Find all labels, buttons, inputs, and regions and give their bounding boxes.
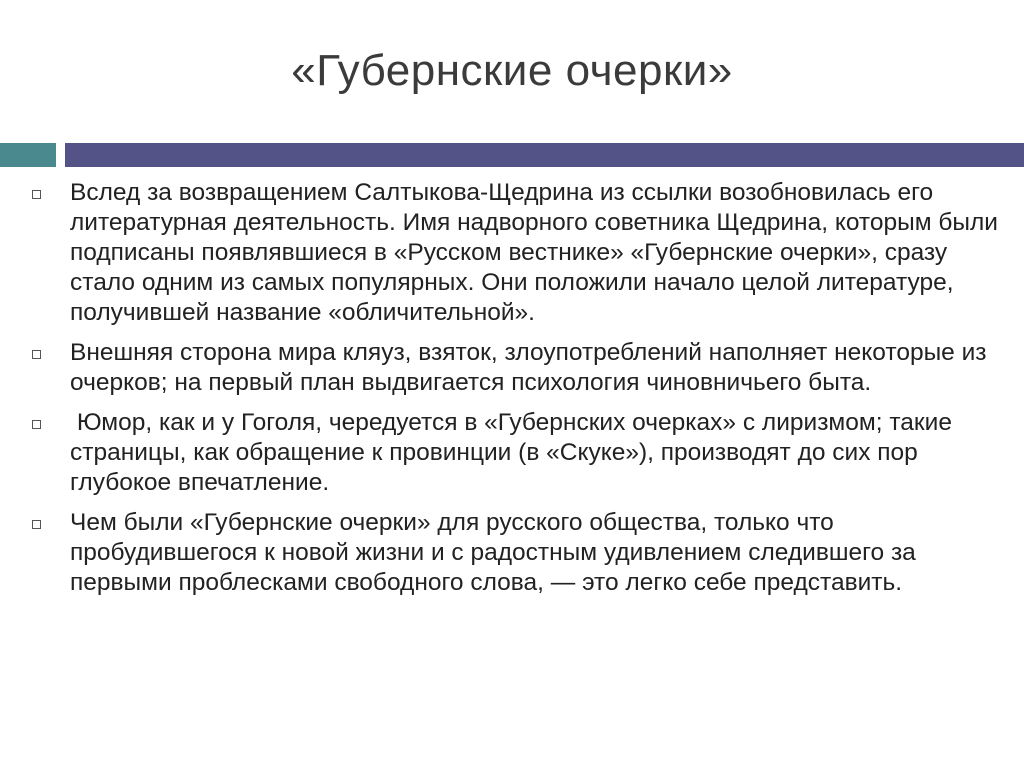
title-divider-accent-left xyxy=(0,143,56,167)
hollow-square-bullet-icon xyxy=(32,420,41,429)
title-divider-bar-right xyxy=(65,143,1024,167)
slide-title: «Губернские очерки» xyxy=(291,46,733,95)
bullet-list xyxy=(30,178,1005,608)
bullet-item-3 xyxy=(30,408,1005,498)
bullet-item-4 xyxy=(30,508,1005,598)
bullet-text-4: Чем были «Губернские очерки» для русского общества, только что пробудившегося к новой жизни и с радостным удивлением следившего за первыми проблесками свободного слова, — это легко себе представить. xyxy=(70,509,916,596)
hollow-square-bullet-icon xyxy=(32,190,41,199)
bullet-text-3: Юмор, как и у Гоголя, чередуется в «Губернских очерках» с лиризмом; такие страницы, как обращение к провинции (в «Скуке»), производят до сих пор глубокое впечатление. xyxy=(70,409,959,496)
bullet-text-1: Вслед за возвращением Салтыкова-Щедрина из ссылки возобновилась его литературная деятельность. Имя надворного советника Щедрина, которым были подписаны появлявшиеся в «Русском вестнике» «Губернские очерки», сразу стало одним из самых популярных. Они положили начало целой литературе, получившей название «обличительной». xyxy=(70,179,998,326)
hollow-square-bullet-icon xyxy=(32,350,41,359)
bullet-item-1 xyxy=(30,178,1005,328)
bullet-item-2 xyxy=(30,338,1005,398)
hollow-square-bullet-icon xyxy=(32,520,41,529)
bullet-text-2: Внешняя сторона мира кляуз, взяток, злоупотреблений наполняет некоторые из очерков; на первый план выдвигается психология чиновничьего быта. xyxy=(70,339,987,396)
